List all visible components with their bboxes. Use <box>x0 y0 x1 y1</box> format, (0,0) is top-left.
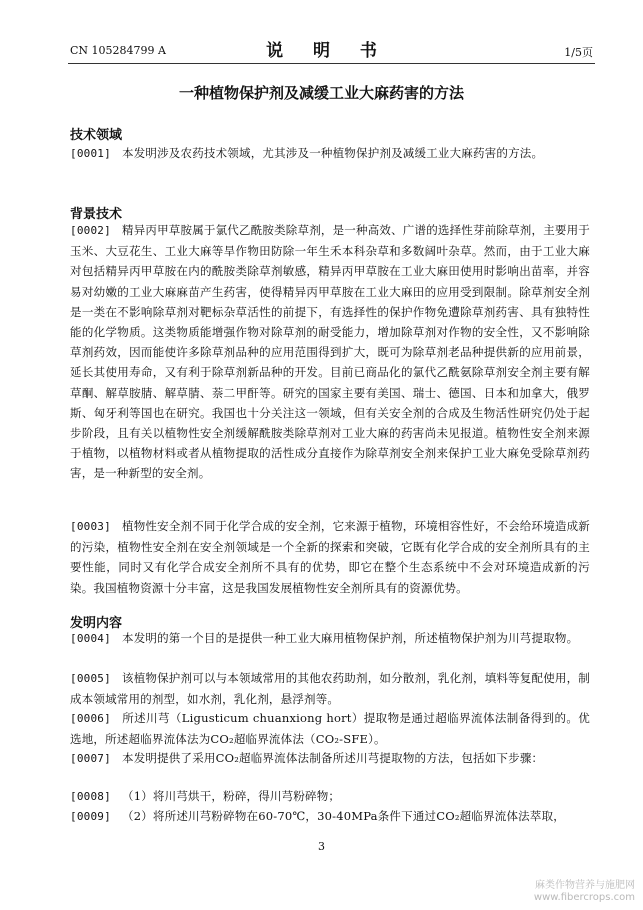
paragraph-text: 植物性安全剂不同于化学合成的安全剂，它来源于植物，环境相容性好，不会给环境造成新的污染，植物性安全剂在安全剂领域是一个全新的探索和突破，它既有化学合成的安全剂所具有的主要性能，同时又有化学合成安全剂所不具有的优势，即它在整个生态系统中不会对环境造成新的污染。我国植物资源十分丰富，这是我国发展植物性安全剂所具有的资源优势。 <box>70 519 590 595</box>
section-heading-tech-field: 技术领域 <box>70 128 123 143</box>
paragraph-text: 本发明的第一个目的是提供一种工业大麻用植物保护剂，所述植物保护剂为川芎提取物。 <box>122 631 579 645</box>
paragraph-number: [0009] <box>70 810 111 823</box>
document-type: 说 明 书 <box>266 41 389 61</box>
header-divider <box>68 63 595 64</box>
paragraph-number: [0007] <box>70 752 111 765</box>
paragraph-number: [0008] <box>70 790 111 803</box>
paragraph-text: 所述川芎（Ligusticum chuanxiong hort）提取物是通过超临界流体法制备得到的。优选地，所述超临界流体法为CO₂超临界流体法（CO₂-SFE）。 <box>70 711 590 747</box>
paragraph-text: （1）将川芎烘干，粉碎，得川芎粉碎物； <box>122 789 341 803</box>
paragraph-0006 <box>70 708 590 749</box>
watermark <box>534 880 635 904</box>
paragraph-0004 <box>70 628 590 649</box>
section-heading-background: 背景技术 <box>70 207 123 222</box>
patent-number: CN 105284799 A <box>70 44 166 57</box>
page-header <box>40 36 615 61</box>
paragraph-text: 本发明涉及农药技术领域，尤其涉及一种植物保护剂及减缓工业大麻药害的方法。 <box>122 146 544 160</box>
paragraph-0002 <box>70 220 590 484</box>
paragraph-text: 该植物保护剂可以与本领域常用的其他农药助剂，如分散剂，乳化剂，填料等复配使用，制成本领域常用的剂型，如水剂，乳化剂，悬浮剂等。 <box>70 671 590 707</box>
paragraph-0008 <box>70 786 590 807</box>
paragraph-0005 <box>70 668 590 709</box>
paragraph-text: 本发明提供了采用CO₂超临界流体法制备所述川芎提取物的方法，包括如下步骤： <box>122 751 544 765</box>
page-number: 3 <box>318 840 325 853</box>
paragraph-number: [0005] <box>70 672 111 685</box>
paragraph-number: [0001] <box>70 147 111 160</box>
paragraph-number: [0002] <box>70 224 111 237</box>
paragraph-number: [0006] <box>70 712 111 725</box>
document-title: 一种植物保护剂及减缓工业大麻药害的方法 <box>178 84 464 102</box>
page-count: 1/5页 <box>564 46 593 59</box>
paragraph-0007 <box>70 748 590 769</box>
paragraph-0009 <box>70 806 590 827</box>
paragraph-number: [0004] <box>70 632 111 645</box>
section-heading-invention: 发明内容 <box>70 616 123 631</box>
watermark-url: www.fibercrops.com <box>533 892 635 903</box>
paragraph-0001 <box>70 143 590 164</box>
paragraph-0003 <box>70 516 590 598</box>
paragraph-text: （2）将所述川芎粉碎物在60-70℃，30-40MPa条件下通过CO₂超临界流体法萃取， <box>122 809 565 823</box>
paragraph-text: 精异丙甲草胺属于氯代乙酰胺类除草剂，是一种高效、广谱的选择性芽前除草剂，主要用于玉米、大豆花生、工业大麻等旱作物田防除一年生禾本科杂草和多数阔叶杂草。然而，由于工业大麻对包括精异丙甲草胺在内的酰胺类除草剂敏感，精异丙甲草胺在工业大麻田使用时影响出苗率，并容易对幼嫩的工业大麻麻苗产生药害，使得精异丙甲草胺在工业大麻田的应用受到限制。除草剂安全剂是一类在不影响除草剂对靶标杂草活性的前提下，有选择性的保护作物免遭除草剂药害、具有独特性能的化学物质。这类物质能增强作物对除草剂的耐受能力，增加除草剂对作物的安全性，又不影响除草剂药效，因而能使许多除草剂品种的应用范围得到扩大，既可为除草剂老品种提供新的应用前景，延长其使用寿命，又有利于除草剂新品种的开发。目前已商品化的氯代乙酰氨除草剂安全剂主要有解草酮、解草胺腈、解草腈、萘二甲酐等。研究的国家主要有美国、瑞士、德国、日本和加拿大，俄罗斯、匈牙利等国也在研究。我国也十分关注这一领域，但有关安全剂的合成及生物活性研究仍处于起步阶段，且有关以植物性安全剂缓解酰胺类除草剂对工业大麻的药害尚未见报道。植物性安全剂来源于植物，以植物材料或者从植物提取的活性成分直接作为除草剂安全剂来保护工业大麻免受除草剂药害，是一种新型的安全剂。 <box>70 223 590 481</box>
paragraph-number: [0003] <box>70 520 111 533</box>
watermark-site-name: 麻类作物营养与施肥网 <box>535 880 635 891</box>
